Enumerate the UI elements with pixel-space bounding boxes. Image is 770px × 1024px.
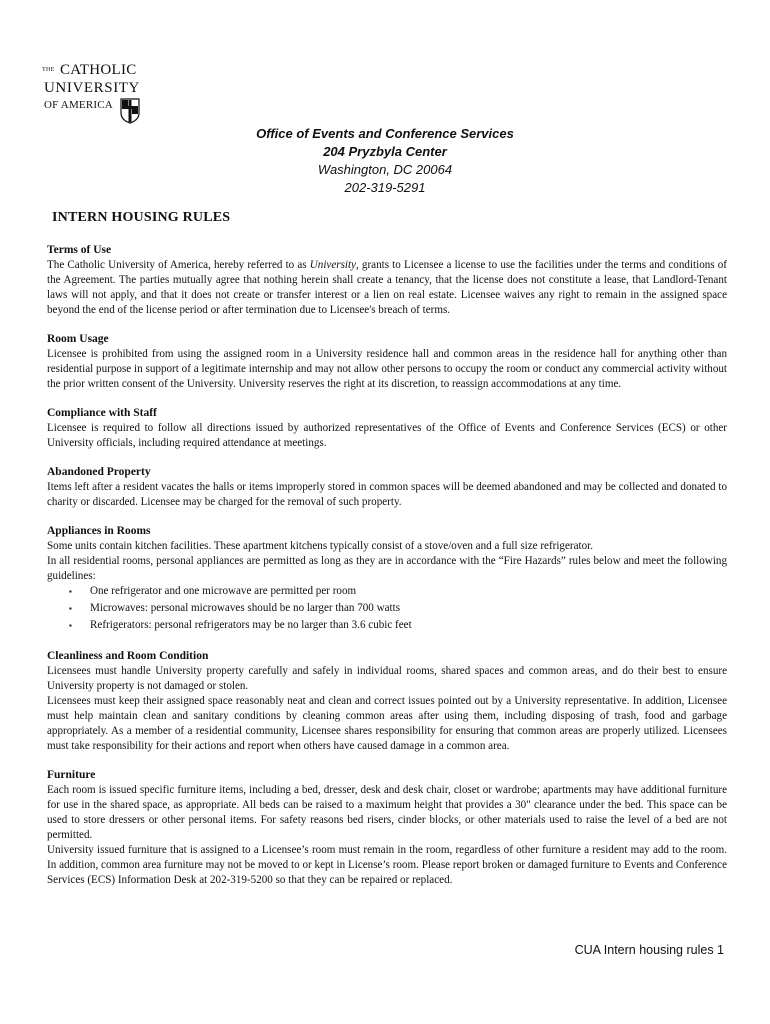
office-header (0, 125, 770, 197)
section-paragraph: University issued furniture that is assigned to a Licensee’s room must remain in the room, regardless of other furniture a resident may add to the room. In addition, common area furniture may not be moved to or kept in License’s room. Please report broken or damaged furniture to Events and Conference Services (ECS) Information Desk at 202-319-5200 so that they can be repaired or replaced. (47, 844, 727, 886)
bullet-icon: ▪ (69, 587, 72, 596)
logo-the: THE (42, 67, 55, 73)
section-heading: Appliances in Rooms (47, 525, 151, 537)
section-room-usage (47, 332, 727, 392)
office-name: Office of Events and Conference Services (256, 126, 514, 141)
document-body (47, 243, 727, 902)
section-heading: Abandoned Property (47, 466, 151, 478)
logo-line-1: THE CATHOLIC (42, 62, 137, 78)
logo-line-2: UNIVERSITY (44, 80, 140, 96)
section-abandoned-property (47, 465, 727, 510)
section-paragraph: In all residential rooms, personal appliances are permitted as long as they are in accordance with the “Fire Hazards” rules below and meet the following guidelines: (47, 555, 727, 582)
section-heading: Room Usage (47, 333, 109, 345)
section-paragraph: Licensee is prohibited from using the assigned room in a University residence hall and common areas in the residence hall for anything other than residential purpose in support of a legitimate internship and may not allow other persons to occupy the room or conduct any commercial activity without the prior written consent of the University. University reserves the right at its discretion, to reassign accommodations at any time. (47, 348, 727, 390)
section-terms-of-use (47, 243, 727, 318)
section-paragraph: Items left after a resident vacates the halls or items improperly stored in common spaces will be deemed abandoned and may be collected and donated to charity or discarded. Licensee may be charged for the removal of such property. (47, 481, 727, 508)
section-appliances (47, 524, 727, 635)
page-title: INTERN HOUSING RULES (52, 210, 231, 225)
logo-line-3: OF AMERICA (44, 99, 113, 111)
office-address: 204 Pryzbyla Center (323, 144, 447, 159)
office-city: Washington, DC 20064 (317, 162, 453, 177)
section-paragraph: Each room is issued specific furniture items, including a bed, dresser, desk and desk chair, closet or wardrobe; apartments may have additional furniture for use in the shared space, as appropriate. All beds can be raised to a maximum height that provides a 30" clearance under the bed. This space can be used to store dressers or other personal items. For safety reasons bed risers, cinder blocks, or other materials used to raise the level of a bed are not permitted. (47, 784, 727, 841)
page-footer: CUA Intern housing rules 1 (574, 943, 724, 957)
section-paragraph: Licensees must keep their assigned space reasonably neat and clean and correct issues pointed out by a University representative. In addition, Licensee must help maintain clean and sanitary conditions by cleaning common areas after using them, including disposing of trash, food and garbage appropriately. As a member of a residential community, Licensee shares responsibility for ensuring that common areas are properly utilized. Licensees must take responsibility for their actions and report when others have caused damage in a common area. (47, 695, 727, 752)
university-logo (42, 62, 152, 130)
section-compliance (47, 406, 727, 451)
section-paragraph: The Catholic University of America, hereby referred to as University, grants to Licensee a license to use the facilities under the terms and conditions of the Agreement. The parties mutually agree that nothing herein shall create a tenancy, that the license does not constitute a lease, that Landlord-Tenant laws will not apply, and that it does not create or transfer interest or a lien on real estate. Licensee waives any right to remain in the assigned space beyond the end of the license period or after termination due to Licensee's breach of terms. (47, 259, 727, 316)
section-heading: Terms of Use (47, 244, 112, 256)
section-heading: Cleanliness and Room Condition (47, 650, 209, 662)
section-cleanliness (47, 649, 727, 754)
section-heading: Furniture (47, 769, 96, 781)
section-paragraph: Licensee is required to follow all directions issued by authorized representatives of the Office of Events and Conference Services (ECS) or other University officials, including required attendance at meetings. (47, 422, 727, 449)
section-paragraph: Some units contain kitchen facilities. These apartment kitchens typically consist of a stove/oven and a full size refrigerator. (47, 540, 593, 552)
list-item: ▪ Microwaves: personal microwaves should be no larger than 700 watts (69, 602, 401, 614)
appliance-guidelines-list (47, 584, 727, 635)
bullet-icon: ▪ (69, 621, 72, 630)
bullet-icon: ▪ (69, 604, 72, 613)
university-term: University (309, 259, 356, 271)
list-item: ▪ Refrigerators: personal refrigerators may be no larger than 3.6 cubic feet (69, 619, 412, 631)
section-heading: Compliance with Staff (47, 407, 157, 419)
section-furniture (47, 768, 727, 888)
shield-icon (120, 98, 140, 124)
list-item: ▪ One refrigerator and one microwave are permitted per room (69, 585, 357, 597)
office-phone: 202-319-5291 (344, 180, 426, 195)
section-paragraph: Licensees must handle University property carefully and safely in individual rooms, shared spaces and common areas, and do their best to ensure University property is not damaged or stolen. (47, 665, 727, 692)
